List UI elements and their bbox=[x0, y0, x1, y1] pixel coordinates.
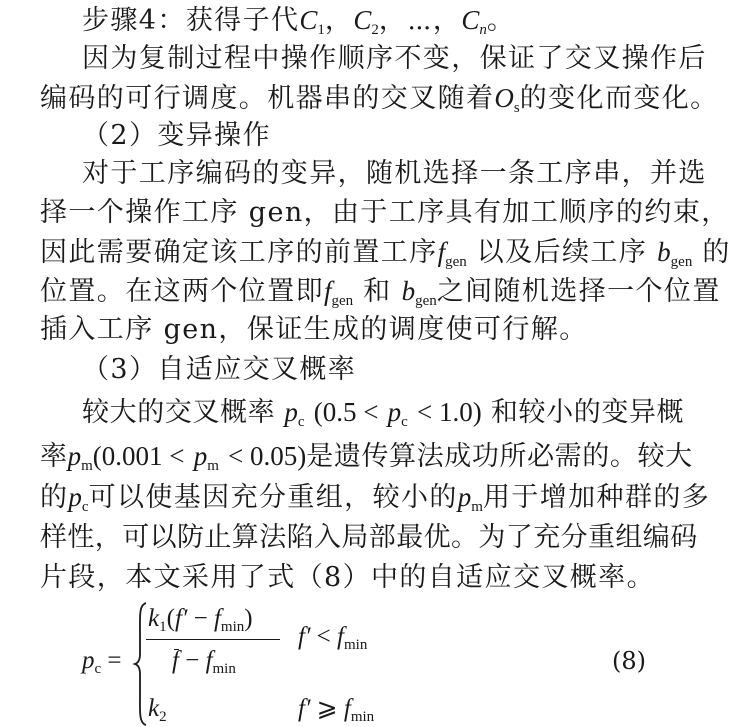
p3-line-3 bbox=[40, 479, 711, 515]
step4-text: 步骤4：获得子代 bbox=[82, 5, 300, 36]
p2-line-4-a: 位置。在这两个位置即 bbox=[40, 276, 324, 307]
sub-min: min bbox=[343, 637, 368, 653]
sub-c: c bbox=[297, 414, 305, 430]
sub-c2: 2 bbox=[371, 22, 379, 38]
p2-line-3 bbox=[40, 234, 731, 270]
sub-m: m bbox=[207, 458, 219, 474]
sub-gen: gen bbox=[331, 293, 354, 309]
p2-line-2: 择一个操作工序 gen，由于工序具有加工顺序的约束， bbox=[40, 197, 730, 228]
equation-number: (8) bbox=[612, 647, 646, 675]
less-than: < bbox=[316, 623, 331, 650]
p1-line-2-a: 编码的可行调度。机器串的交叉随着 bbox=[40, 83, 495, 114]
var-b-gen: b bbox=[401, 276, 416, 306]
sub-min: min bbox=[212, 661, 236, 677]
sub-c: c bbox=[401, 414, 408, 430]
p3-line-1-b: 和较小的变异概 bbox=[490, 397, 685, 428]
p3-line-2-a: 率 bbox=[40, 441, 68, 472]
p3-line-3-c: 用于增加种群的多 bbox=[482, 482, 711, 513]
sep-1: ， bbox=[324, 5, 354, 36]
sub-c: c bbox=[81, 499, 89, 515]
p2-line-1: 对于工序编码的变异，随机选择一条工序串，并选 bbox=[82, 158, 707, 189]
p3-line-5: 片段，本文采用了式（8）中的自适应交叉概率。 bbox=[40, 562, 655, 593]
sub-2: 2 bbox=[159, 709, 167, 725]
pm-range-close: < 0.05) bbox=[228, 441, 307, 471]
p3-line-2 bbox=[40, 438, 693, 474]
var-f-min: f bbox=[213, 605, 221, 632]
var-f-bar: f bbox=[172, 647, 179, 674]
var-pm: p bbox=[193, 441, 208, 471]
var-c2: C bbox=[353, 5, 372, 35]
var-k2: k bbox=[148, 695, 160, 722]
var-f-min: f bbox=[337, 623, 344, 650]
p2-line-3-b: 以及后续工序 bbox=[476, 237, 648, 268]
sub-gen: gen bbox=[670, 254, 693, 270]
sep-2: ，⋯， bbox=[378, 5, 462, 36]
sub-m: m bbox=[81, 458, 93, 474]
var-f-gen: f bbox=[437, 237, 446, 267]
paren-open: ( bbox=[166, 605, 175, 632]
pc-range-close: < 1.0) bbox=[417, 397, 482, 427]
paren-close: ) bbox=[244, 605, 253, 632]
case-2-value bbox=[148, 694, 167, 724]
sub-gen: gen bbox=[445, 254, 467, 270]
var-b-gen: b bbox=[657, 237, 671, 267]
p1-line-2-b: 的变化而变化。 bbox=[519, 83, 719, 114]
left-brace bbox=[134, 602, 148, 726]
var-pc: p bbox=[284, 397, 298, 427]
var-pc: p bbox=[82, 647, 95, 674]
sub-c: c bbox=[94, 661, 102, 677]
p2-line-3-a: 因此需要确定该工序的前置工序 bbox=[40, 237, 438, 268]
sub-1: 1 bbox=[159, 619, 167, 635]
p3-line-1 bbox=[82, 394, 685, 430]
step4-line bbox=[82, 2, 680, 38]
p3-line-1-a: 较大的交叉概率 bbox=[82, 397, 276, 428]
equation-lhs bbox=[82, 646, 122, 676]
p3-line-3-a: 的 bbox=[40, 482, 69, 513]
sub-min: min bbox=[220, 619, 245, 635]
p1-line-1: 因为复制过程中操作顺序不变，保证了交叉操作后 bbox=[82, 43, 707, 74]
p3-line-2-b: 是遗传算法成功所必需的。较大 bbox=[306, 441, 693, 472]
sub-c1: 1 bbox=[317, 22, 325, 38]
sub-min: min bbox=[350, 709, 375, 725]
var-pm: p bbox=[457, 482, 472, 512]
var-f-prime: f′ bbox=[298, 695, 311, 722]
pc-range-open: (0.5 < bbox=[313, 397, 379, 427]
var-pc: p bbox=[68, 482, 82, 512]
var-f-prime: f′ bbox=[298, 623, 311, 650]
pm-range-open: (0.001 < bbox=[92, 441, 185, 471]
p1-line-2 bbox=[40, 80, 719, 116]
var-k1: k bbox=[148, 605, 160, 632]
var-f-gen: f bbox=[324, 276, 332, 306]
p2-line-4-b: 和 bbox=[363, 276, 392, 307]
heading-adaptive-crossover: （3）自适应交叉概率 bbox=[82, 354, 357, 385]
p2-line-3-c: 的 bbox=[702, 237, 731, 268]
var-f-min: f bbox=[343, 695, 351, 722]
equals-sign: = bbox=[107, 647, 122, 674]
heading-mutation: （2）变异操作 bbox=[82, 120, 271, 151]
case-2-condition bbox=[298, 694, 374, 724]
minus-sign: − bbox=[185, 647, 200, 674]
step4-end: 。 bbox=[486, 5, 516, 36]
sub-gen: gen bbox=[415, 293, 437, 309]
p2-line-4 bbox=[40, 273, 721, 309]
case-1-denominator bbox=[172, 646, 236, 676]
var-cn: C bbox=[461, 5, 480, 35]
minus-sign: − bbox=[193, 605, 208, 632]
p2-line-5: 插入工序 gen，保证生成的调度使可行解。 bbox=[40, 314, 588, 345]
case-1-condition bbox=[298, 622, 367, 652]
p3-line-4: 样性，可以防止算法陷入局部最优。为了充分重组编码 bbox=[40, 522, 698, 553]
var-f-min: f bbox=[205, 647, 213, 674]
p2-line-4-c: 之间随机选择一个位置 bbox=[436, 276, 721, 307]
fraction-bar bbox=[146, 639, 280, 640]
equation-8 bbox=[0, 600, 711, 727]
p3-line-3-b: 可以使基因充分重组，较小的 bbox=[88, 482, 458, 513]
sub-s: s bbox=[513, 100, 520, 116]
var-c1: C bbox=[299, 5, 318, 35]
greater-equal: ⩾ bbox=[316, 695, 338, 722]
var-o: O bbox=[494, 83, 514, 113]
sub-cn: n bbox=[479, 22, 487, 38]
var-f-prime: f′ bbox=[174, 605, 188, 632]
sub-m: m bbox=[471, 499, 483, 515]
var-pc: p bbox=[387, 397, 402, 427]
var-pm: p bbox=[67, 441, 82, 471]
case-1-numerator bbox=[148, 604, 253, 634]
